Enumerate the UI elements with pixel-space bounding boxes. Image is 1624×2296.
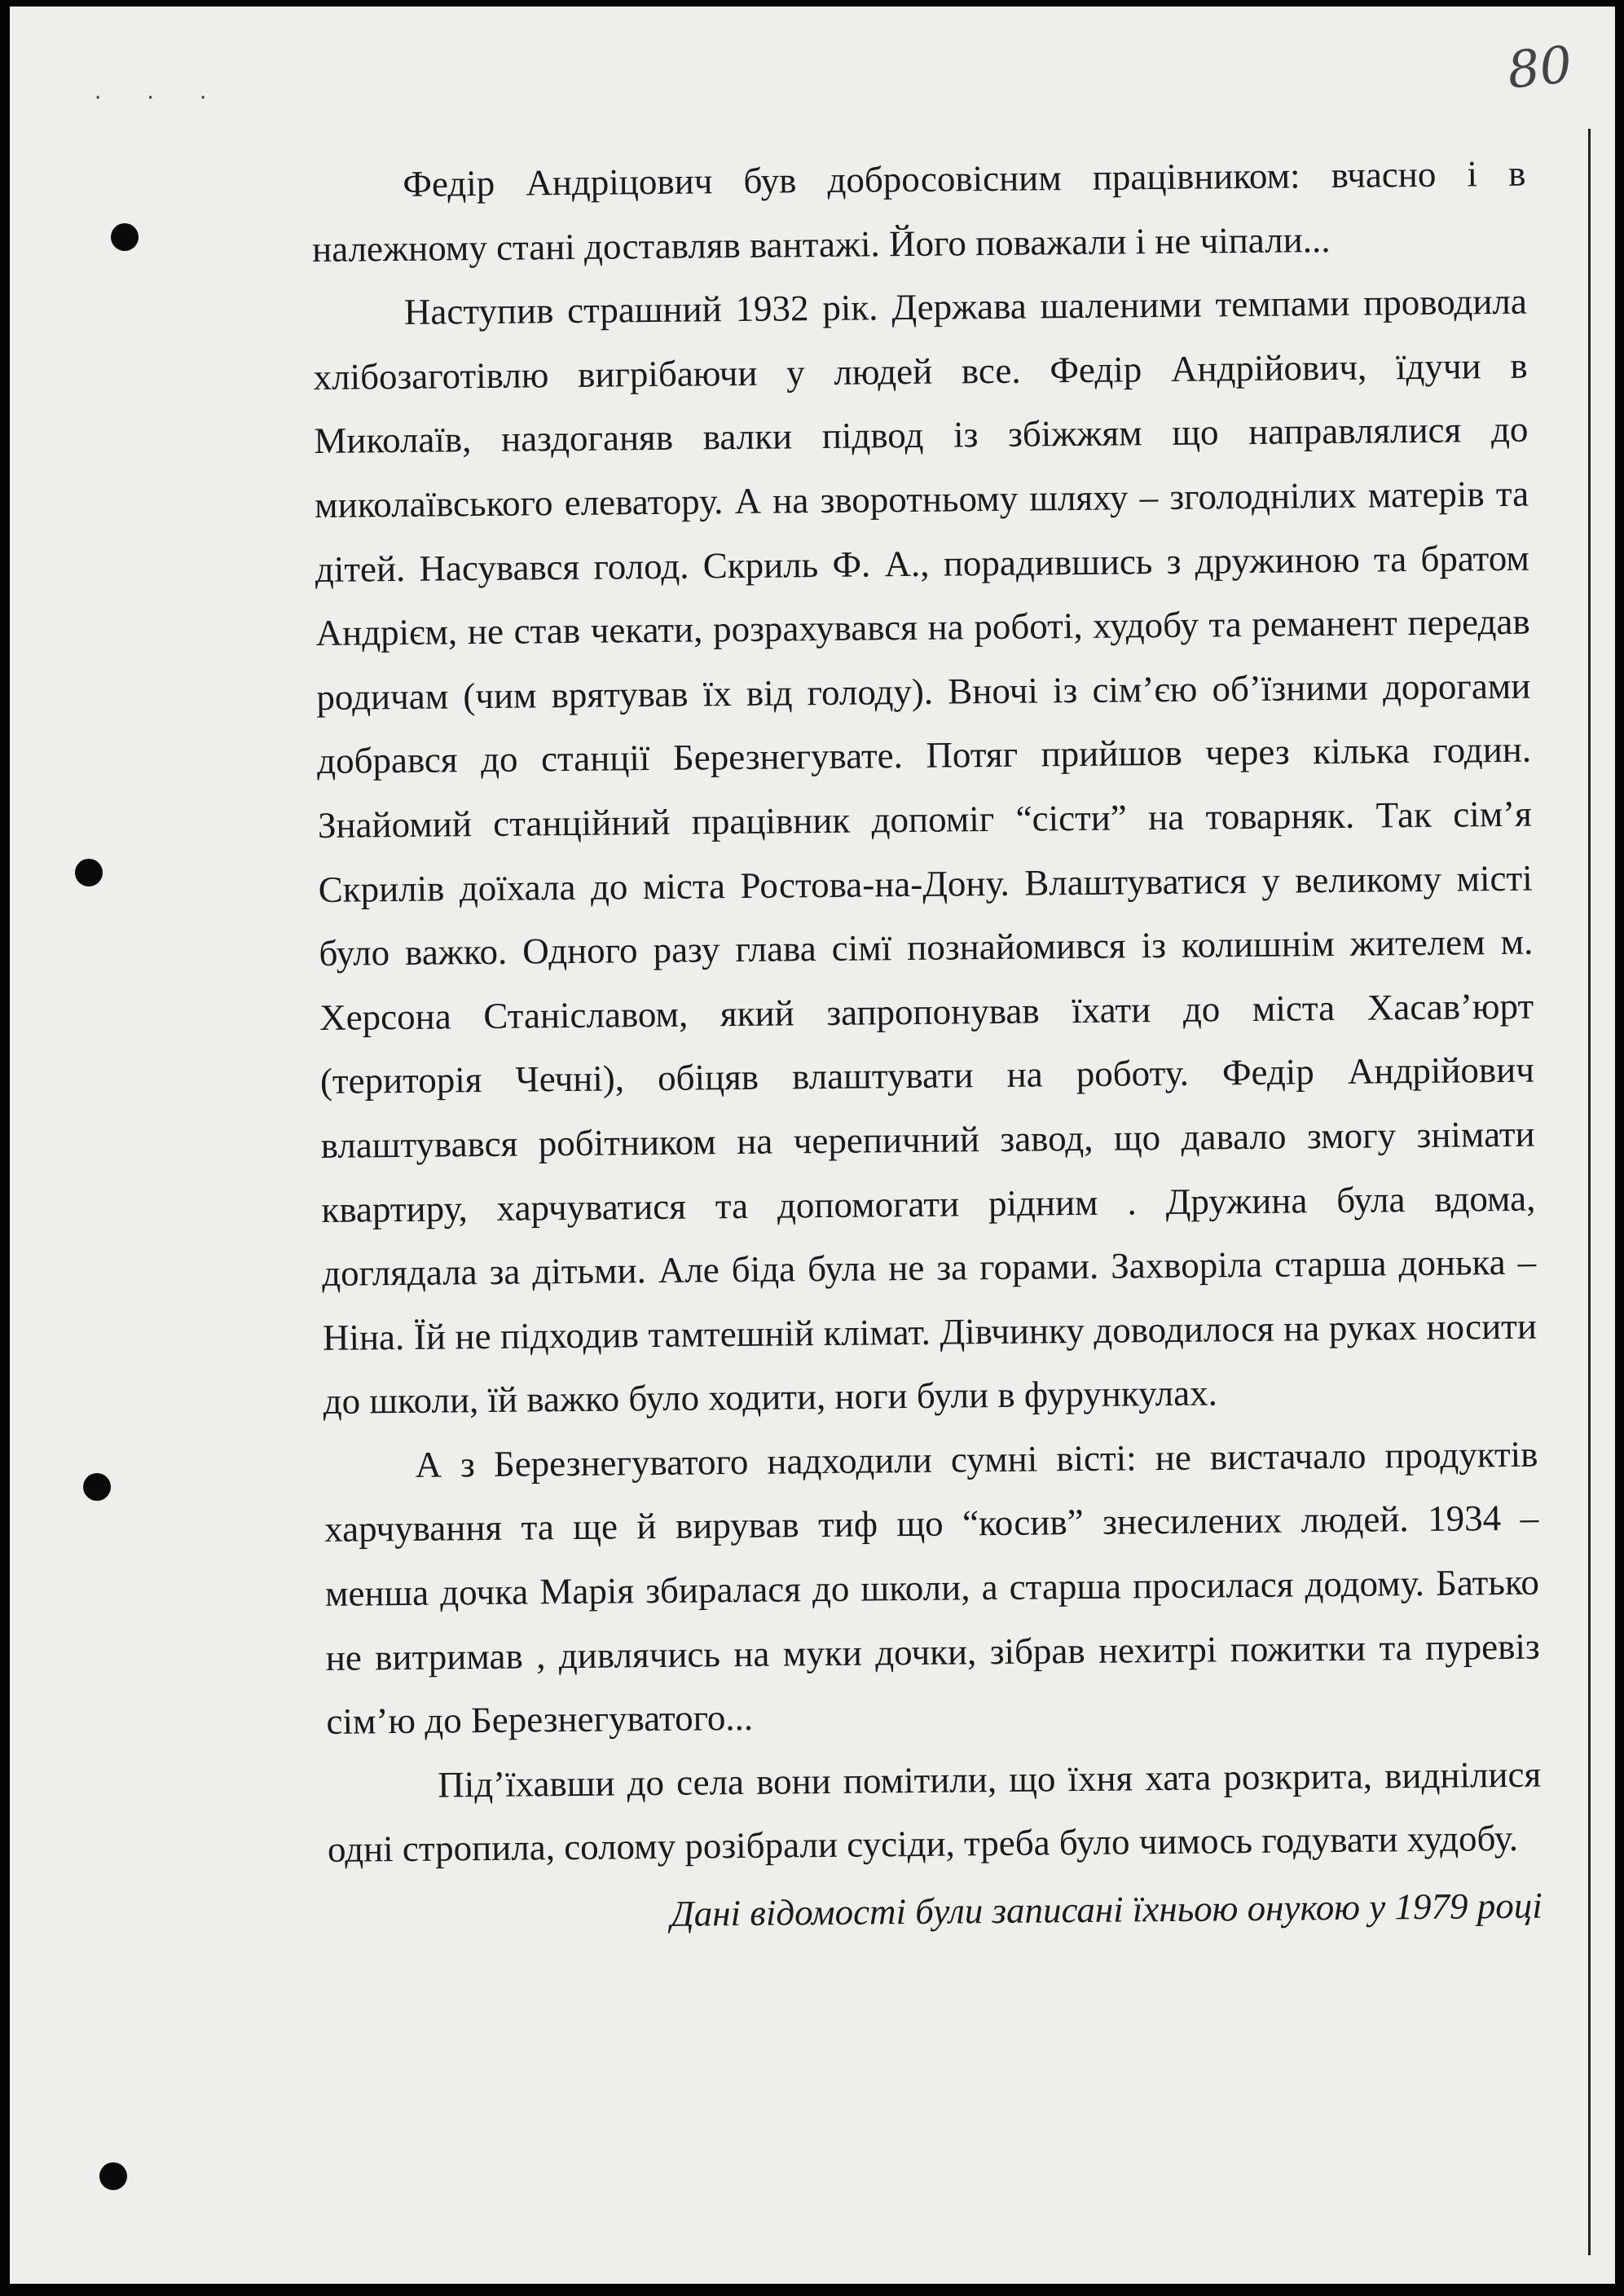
document-page	[10, 7, 1615, 2284]
paragraph: Федір Андріцович був добросовісним працівником: вчасно і в належному стані доставляв вантажі. Його поважали і не чіпали...	[311, 152, 1526, 270]
punch-hole	[83, 1473, 111, 1501]
paragraph: Наступив страшний 1932 рік. Держава шаленими темпами проводила хлібозаготівлю вигрібаючи у людей все. Федір Андрійович, їдучи в Миколаїв, наздоганяв валки підвод із збіжжям що направлялися до миколаївського елеватору. А на зворотньому шляху – зголоднілих матерів та дітей. Насувався голод. Скриль Ф. А., порадившись з дружиною та братом Андрієм, не став чекати, розрахувався на роботі, худобу та реманент передав родичам (чим врятував їх від голоду). Вночі із сім’єю об’їзними дорогами добрався до станції Березнегувате. Потяг прийшов через кілька годин. Знайомий станційний працівник допоміг “сісти” на товарняк. Так сім’я Скрилів доїхала до міста Ростова-на-Дону. Влаштуватися у великому місті було важко. Одного разу глава сімї познайомився із колишнім жителем м. Херсона Станіславом, який запропонував їхати до міста Хасав’юрт (територія Чечні), обіцяв влаштувати на роботу. Федір Андрійович влаштувався робітником на черепичний завод, що давало змогу знімати квартиру, харчуватися та допомогати рідним . Дружина була вдома, доглядала за дітьми. Але біда була не за горами. Захворіла старша донька – Ніна. Їй не підходив тамтешній клімат. Дівчинку доводилося на руках носити до школи, їй важко було ходити, ноги були в фурункулах.	[313, 280, 1538, 1423]
corner-marks: . . .	[95, 80, 227, 104]
punch-hole	[111, 223, 139, 251]
document-body	[311, 142, 1543, 1950]
punch-hole	[99, 2162, 127, 2190]
page-number: 80	[1504, 34, 1575, 100]
source-note: Дані відомості були записані їхньою онукою у 1979 році	[670, 1885, 1543, 1934]
page-edge-line	[1588, 129, 1591, 2255]
paragraph: Під’їхавши до села вони помітили, що їхня хата розкрита, виднілися одні стропила, солому розібрали сусіди, треба було чимось годувати худобу.	[327, 1753, 1542, 1871]
punch-hole	[75, 859, 103, 886]
paragraph: А з Березнегуватого надходили сумні вісті: не вистачало продуктів харчування та ще й вирував тиф що “косив” знесилених людей. 1934 – менша дочка Марія збиралася до школи, а старша просилася додому. Батько не витримав , дивлячись на муки дочки, зібрав нехитрі пожитки та пуревіз сім’ю до Березнегуватого...	[323, 1433, 1540, 1743]
